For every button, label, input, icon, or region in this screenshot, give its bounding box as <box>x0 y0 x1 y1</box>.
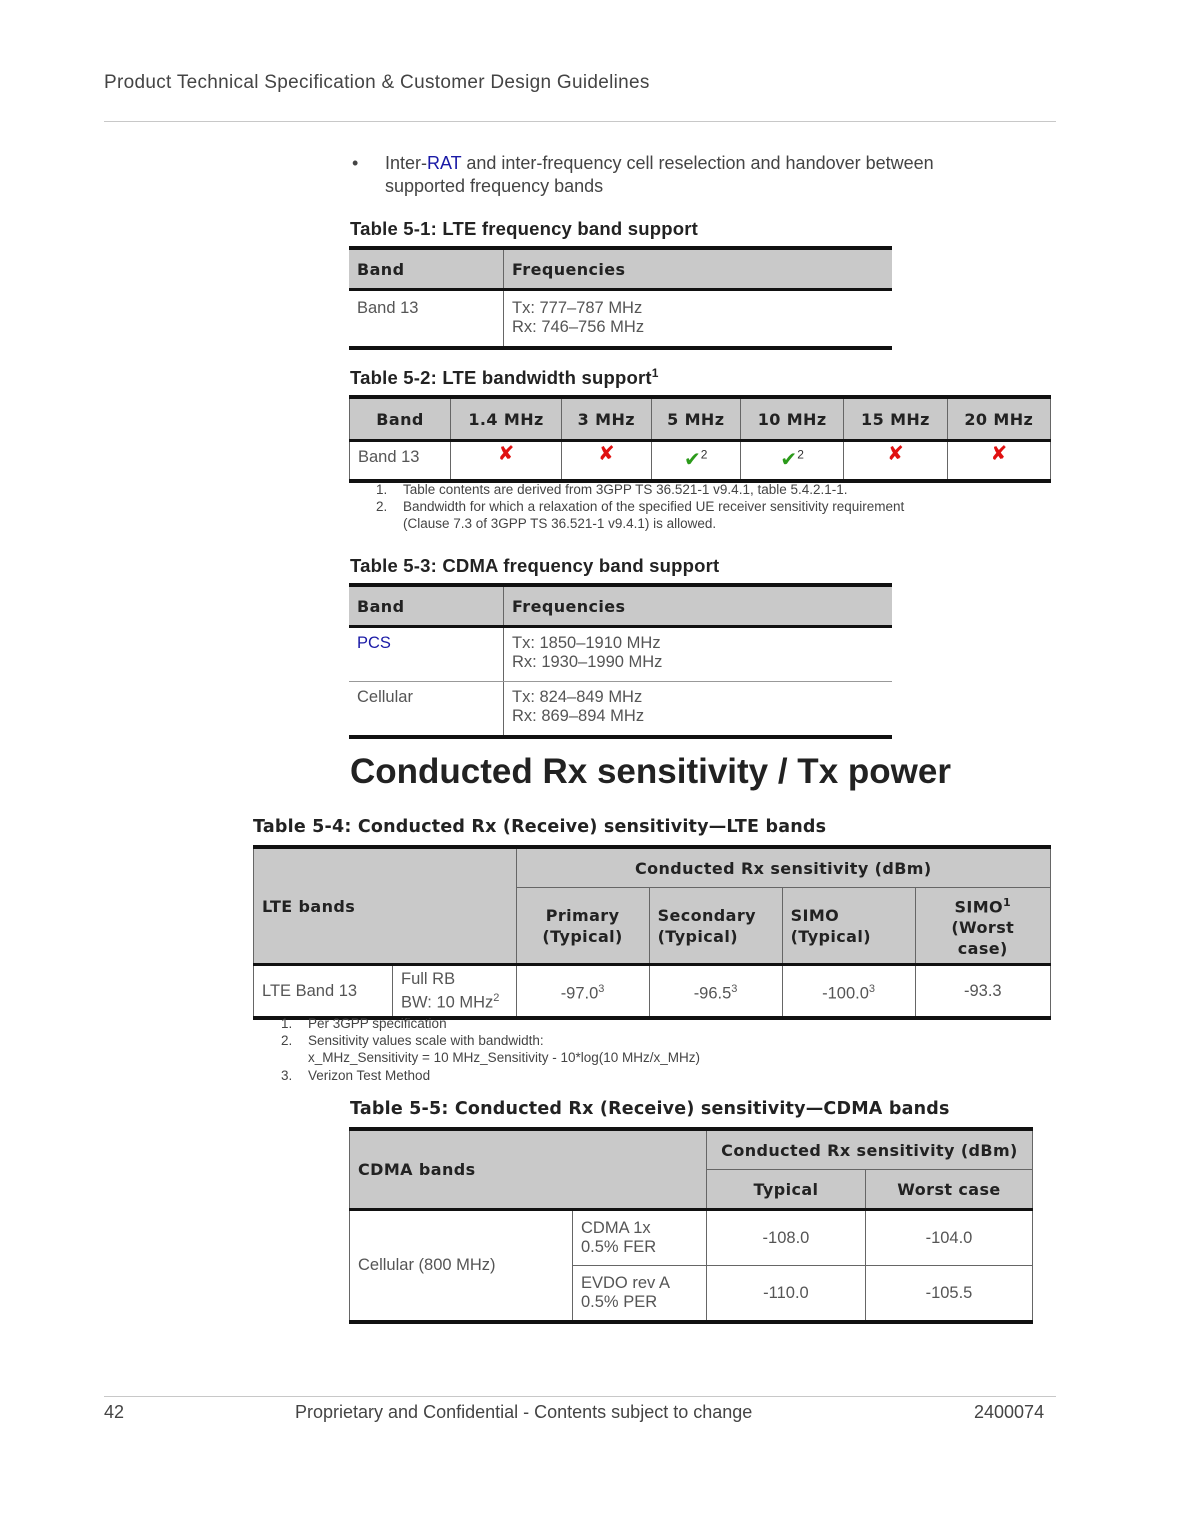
table2-cell-5mhz <box>651 441 740 482</box>
running-header: Product Technical Specification & Customer Design Guidelines <box>104 72 650 93</box>
footer-confidential: Proprietary and Confidential - Contents subject to change <box>295 1402 753 1422</box>
table5-caption: Table 5-5: Conducted Rx (Receive) sensitivity—CDMA bands <box>350 1099 950 1119</box>
table2-header-band: Band <box>350 397 451 441</box>
table2 <box>349 395 1051 483</box>
table4 <box>253 845 1051 1020</box>
table2-header-10mhz: 10 MHz <box>740 397 843 441</box>
table1-header-band: Band <box>349 248 504 290</box>
table2-cell-10mhz <box>740 441 843 482</box>
check-icon: ✔$^2$ <box>684 447 708 471</box>
table5-typical-cdma: -108.0 <box>706 1210 865 1266</box>
table3-caption: Table 5-3: CDMA frequency band support <box>350 555 720 576</box>
table4-caption: Table 5-4: Conducted Rx (Receive) sensitivity—LTE bands <box>253 817 827 837</box>
table4-header-primary: Primary (Typical) <box>516 888 649 965</box>
table3-frequencies-pcs: Tx: 1850–1910 MHz Rx: 1930–1990 MHz <box>504 627 893 682</box>
table4-simo-worst: -93.3 <box>915 965 1050 1019</box>
table4-rb: Full RB BW: 10 MHz$^2$ <box>393 965 517 1019</box>
table5-worst-evdo: -105.5 <box>865 1266 1032 1323</box>
table2-band: Band 13 <box>350 441 451 482</box>
cross-icon: ✘ <box>597 443 615 465</box>
table3-band-pcs <box>349 627 504 682</box>
page-number: 42 <box>104 1402 125 1422</box>
table4-simo: -100.0$^3$ <box>782 965 915 1019</box>
table1-header-frequencies: Frequencies <box>504 248 893 290</box>
table2-caption: Table 5-2: LTE bandwidth support$^1$ <box>350 366 659 389</box>
cross-icon: ✘ <box>497 443 515 465</box>
bullet-dot: • <box>352 153 359 173</box>
table4-secondary: -96.5$^3$ <box>649 965 782 1019</box>
table1-band: Band 13 <box>349 290 504 349</box>
table4-header-secondary: Secondary (Typical) <box>649 888 782 965</box>
table2-header-1-4mhz: 1.4 MHz <box>451 397 562 441</box>
pcs-link[interactable]: PCS <box>357 634 391 652</box>
table5-header-group: Conducted Rx sensitivity (dBm) <box>706 1129 1032 1170</box>
table5-header-cdma-bands: CDMA bands <box>350 1129 707 1210</box>
table3-band-cellular: Cellular <box>349 682 504 738</box>
bullet-text: Inter-RAT and inter-frequency cell reselection and handover between supported frequency bands <box>385 153 934 196</box>
table5-typical-evdo: -110.0 <box>706 1266 865 1323</box>
footer-rule <box>104 1396 1056 1397</box>
table1 <box>349 246 892 350</box>
table2-cell-15mhz <box>844 441 947 482</box>
table2-header-15mhz: 15 MHz <box>844 397 947 441</box>
table2-header-20mhz: 20 MHz <box>947 397 1050 441</box>
table3 <box>349 583 892 739</box>
table4-notes: 1. Per 3GPP specification 2. Sensitivity values scale with bandwidth: x_MHz_Sensitivity = 10 MHz_Sensitivity - 10*log(10 MHz/x_MHz) 3. Verizon Test Method <box>281 1016 700 1083</box>
table1-caption: Table 5-1: LTE frequency band support <box>350 218 698 239</box>
table4-header-group: Conducted Rx sensitivity (dBm) <box>516 847 1050 888</box>
table3-frequencies-cellular: Tx: 824–849 MHz Rx: 869–894 MHz <box>504 682 893 738</box>
table5-mode-evdo: EVDO rev A 0.5% PER <box>573 1266 707 1323</box>
table3-header-frequencies: Frequencies <box>504 585 893 627</box>
table5-worst-cdma: -104.0 <box>865 1210 1032 1266</box>
cross-icon: ✘ <box>887 443 904 465</box>
table5-mode-cdma: CDMA 1x 0.5% FER <box>573 1210 707 1266</box>
section-heading: Conducted Rx sensitivity / Tx power <box>350 752 951 791</box>
table4-header-lte-bands: LTE bands <box>254 847 517 965</box>
table2-cell-20mhz <box>947 441 1050 482</box>
table2-header-3mhz: 3 MHz <box>562 397 651 441</box>
table4-primary: -97.0$^3$ <box>516 965 649 1019</box>
table2-cell-1-4mhz <box>451 441 562 482</box>
table4-header-simo-worst: SIMO$^1$ (Worst case) <box>915 888 1050 965</box>
table3-header-band: Band <box>349 585 504 627</box>
rat-link[interactable]: RAT <box>427 153 462 173</box>
table4-header-simo: SIMO (Typical) <box>782 888 915 965</box>
table2-cell-3mhz <box>562 441 651 482</box>
table2-notes: 1. Table contents are derived from 3GPP TS 36.521-1 v9.4.1, table 5.4.2.1-1. 2. Bandwidth for which a relaxation of the specified UE receiver sensitivity requirement (Clause 7.3 of 3GPP TS 36.521-1 v9.4.1) is allowed. <box>376 482 905 531</box>
table5-header-worst: Worst case <box>865 1170 1032 1210</box>
table1-frequencies: Tx: 777–787 MHz Rx: 746–756 MHz <box>504 290 893 349</box>
table5 <box>349 1127 1033 1324</box>
check-icon: ✔$^2$ <box>780 447 804 471</box>
table2-header-5mhz: 5 MHz <box>651 397 740 441</box>
table5-band: Cellular (800 MHz) <box>350 1210 573 1323</box>
document-number: 2400074 <box>974 1402 1045 1422</box>
header-rule <box>104 121 1056 122</box>
cross-icon: ✘ <box>990 443 1008 465</box>
table4-band: LTE Band 13 <box>254 965 393 1019</box>
table5-header-typical: Typical <box>706 1170 865 1210</box>
